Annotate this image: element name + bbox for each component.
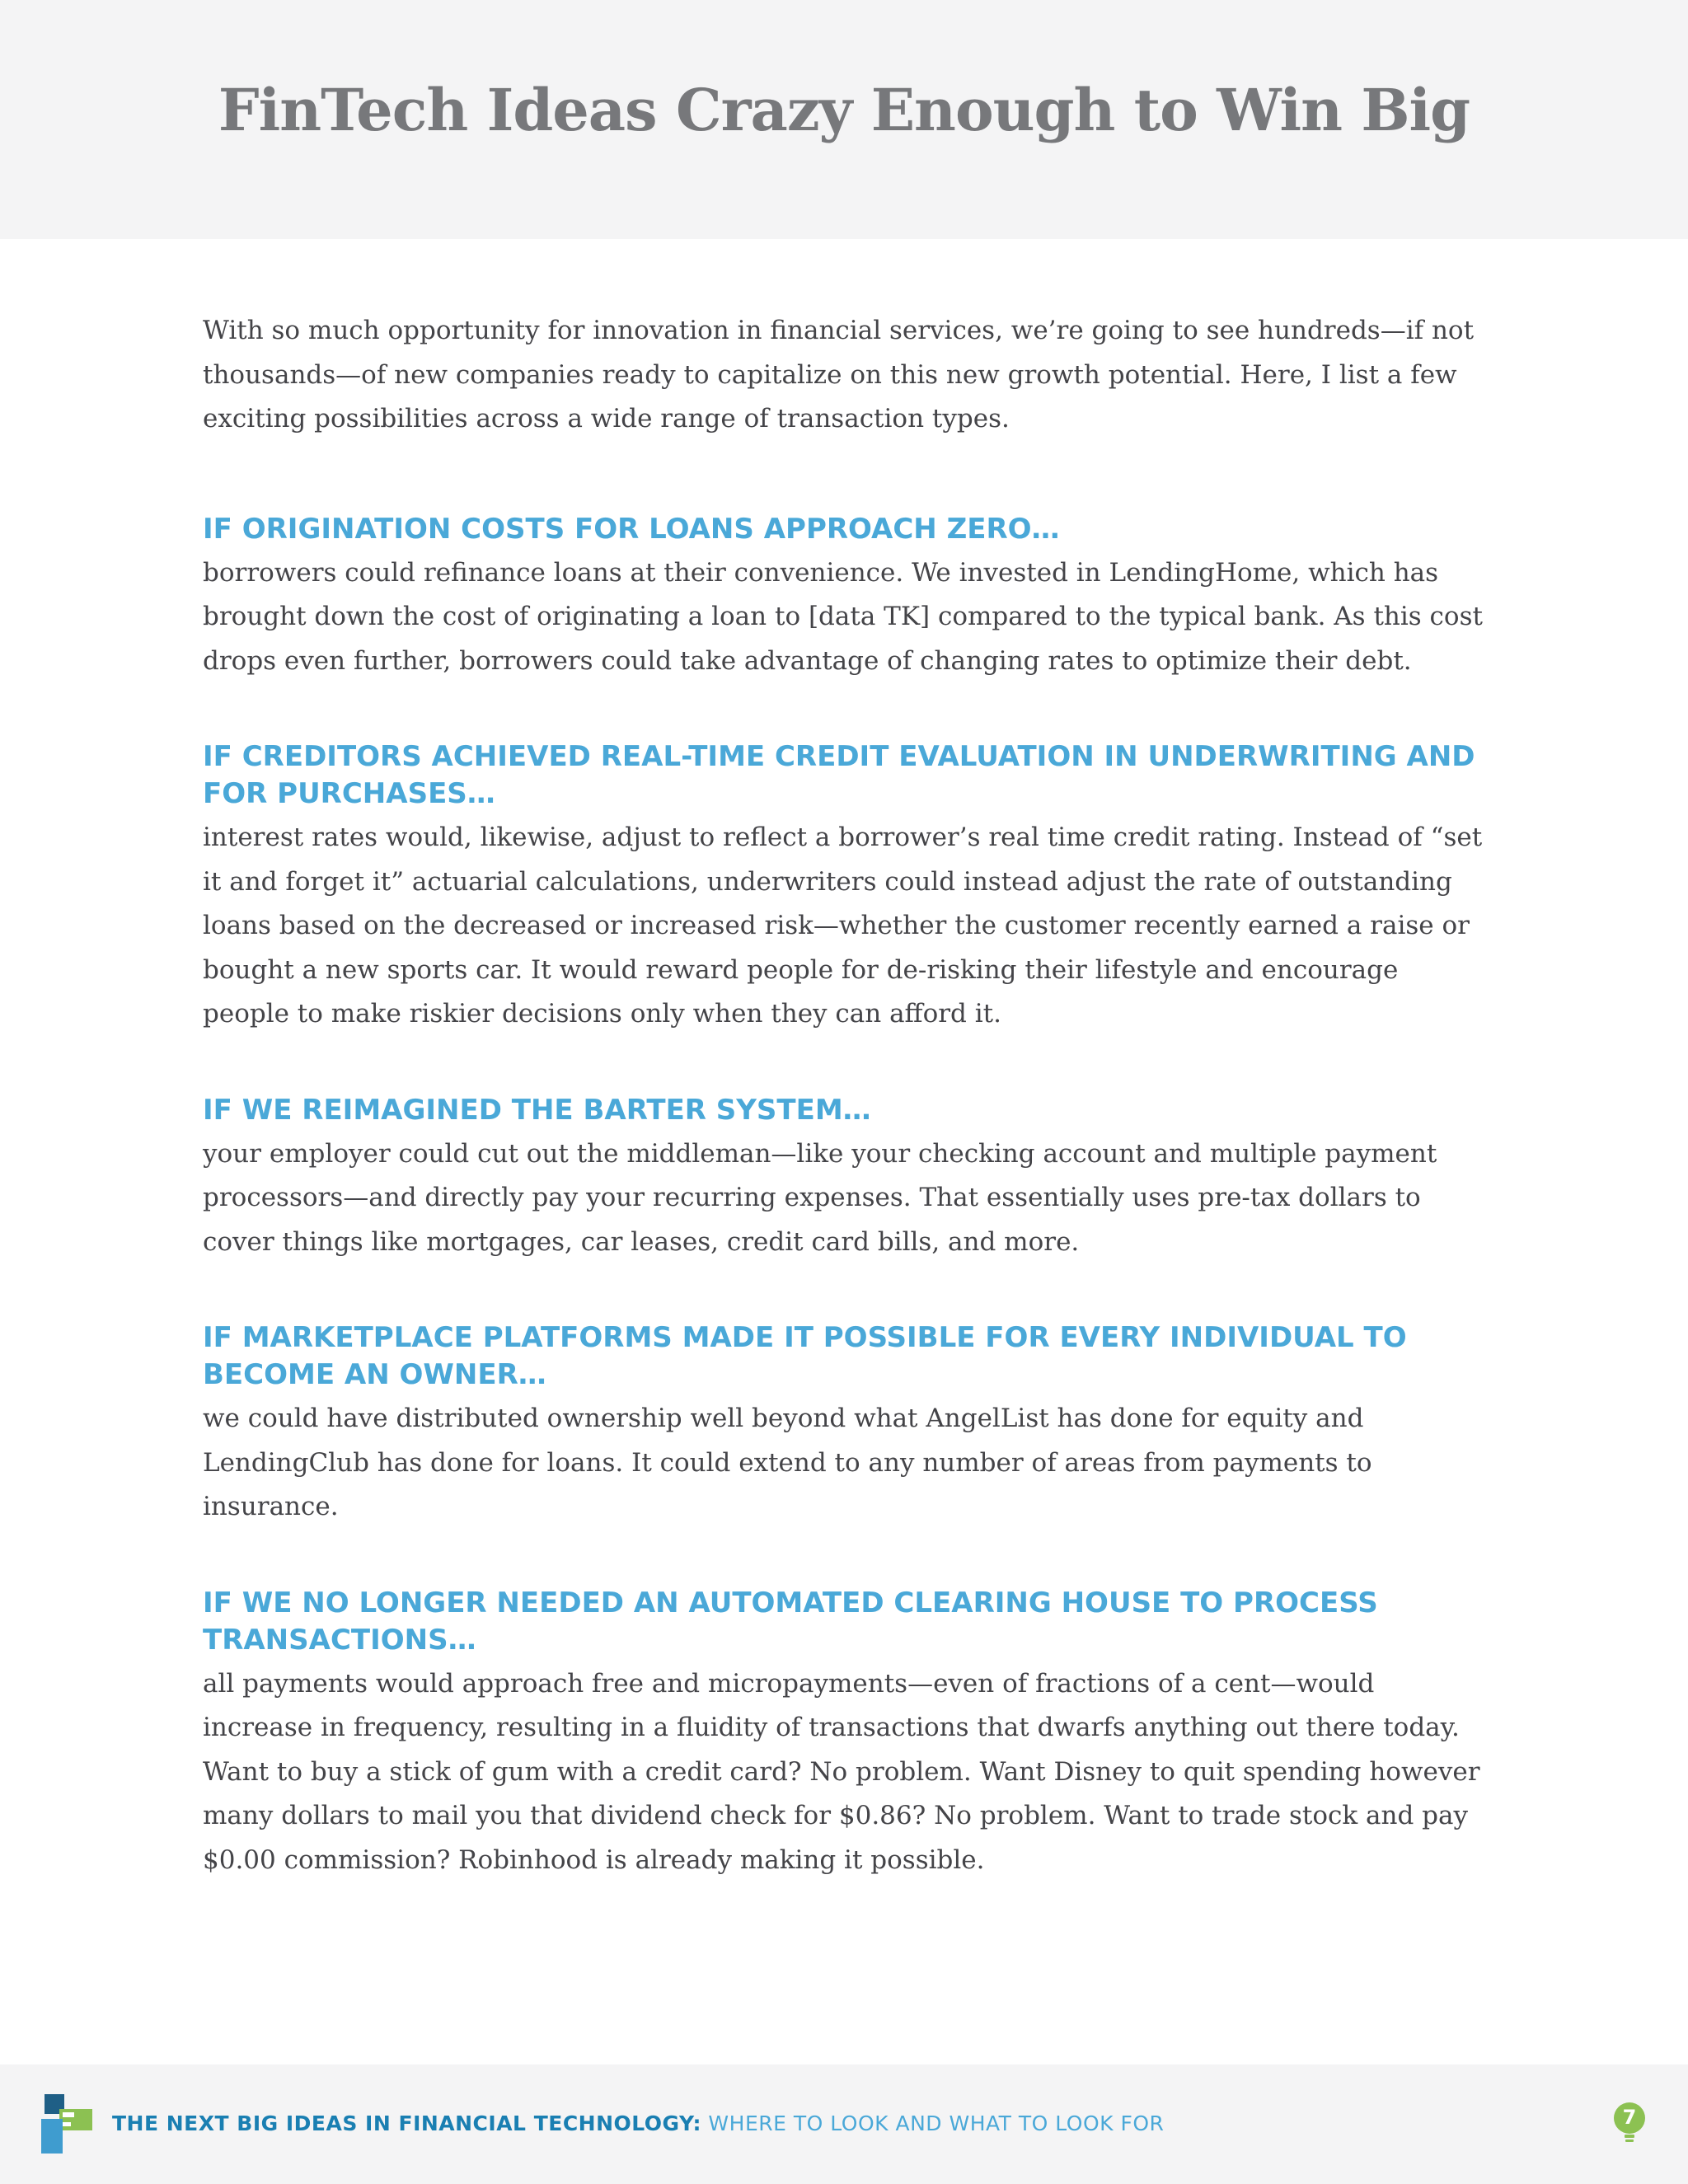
footer-title-bold: THE NEXT BIG IDEAS IN FINANCIAL TECHNOLOGY: bbox=[112, 2111, 701, 2135]
section-real-time-credit bbox=[203, 738, 1489, 1037]
page-header bbox=[0, 0, 1688, 239]
section-origination-costs bbox=[203, 511, 1489, 684]
intro-paragraph: With so much opportunity for innovation in financial services, we’re going to see hundreds—if not thousands—of new companies ready to capitalize on this new growth potential. Here, I list a few exciting possibilities across a wide range of transaction types. bbox=[203, 316, 1475, 434]
section-barter-system bbox=[203, 1092, 1489, 1265]
section-heading: IF WE REIMAGINED THE BARTER SYSTEM… bbox=[203, 1093, 871, 1127]
section-body: borrowers could refinance loans at their convenience. We invested in LendingHome, which has brought down the cost of originating a loan to [data TK] compared to the typical bank. As this cost drops even further, borrowers could take advantage of changing rates to optimize their debt. bbox=[203, 557, 1483, 676]
page-number: 7 bbox=[1622, 2106, 1637, 2129]
section-marketplace-platforms bbox=[203, 1319, 1489, 1530]
section-heading: IF ORIGINATION COSTS FOR LOANS APPROACH ZERO… bbox=[203, 512, 1060, 546]
brand-logo-icon bbox=[41, 2094, 94, 2154]
section-heading: IF WE NO LONGER NEEDED AN AUTOMATED CLEARING HOUSE TO PROCESS TRANSACTIONS… bbox=[203, 1586, 1378, 1657]
section-heading: IF CREDITORS ACHIEVED REAL-TIME CREDIT EVALUATION IN UNDERWRITING AND FOR PURCHASES… bbox=[203, 740, 1475, 810]
footer-title-light: WHERE TO LOOK AND WHAT TO LOOK FOR bbox=[708, 2111, 1165, 2135]
section-body: we could have distributed ownership well beyond what AngelList has done for equity and LendingClub has done for loans. It could extend to any number of areas from payments to insurance. bbox=[203, 1404, 1372, 1521]
footer-title bbox=[112, 2111, 1164, 2135]
section-heading: IF MARKETPLACE PLATFORMS MADE IT POSSIBLE FOR EVERY INDIVIDUAL TO BECOME AN OWNER… bbox=[203, 1321, 1407, 1391]
section-body: all payments would approach free and micropayments—even of fractions of a cent—would increase in frequency, resulting in a fluidity of transactions that dwarfs anything out there today. Want to buy a stick of gum with a credit card? No problem. Want Disney to quit spending however many dollars to mail you that dividend check for $0.86? No problem. Want to trade stock and pay $0.00 commission? Robinhood is already making it possible. bbox=[203, 1668, 1480, 1875]
page-footer bbox=[0, 2064, 1688, 2184]
page-title: FinTech Ideas Crazy Enough to Win Big bbox=[218, 76, 1470, 144]
section-body: your employer could cut out the middleman—like your checking account and multiple payment processors—and directly pay your recurring expenses. That essentially uses pre-tax dollars to cover things like mortgages, car leases, credit card bills, and more. bbox=[203, 1138, 1437, 1257]
article-content bbox=[203, 309, 1489, 1882]
section-clearing-house bbox=[203, 1585, 1489, 1883]
section-body: interest rates would, likewise, adjust to reflect a borrower’s real time credit rating. Instead of “set it and forget it” actuarial calculations, underwriters could instead adjust the rate of outstanding loans based on the decreased or increased risk—whether the customer recently earned a raise or bought a new sports car. It would reward people for de-risking their lifestyle and encourage people to make riskier decisions only when they can afford it. bbox=[203, 823, 1483, 1029]
